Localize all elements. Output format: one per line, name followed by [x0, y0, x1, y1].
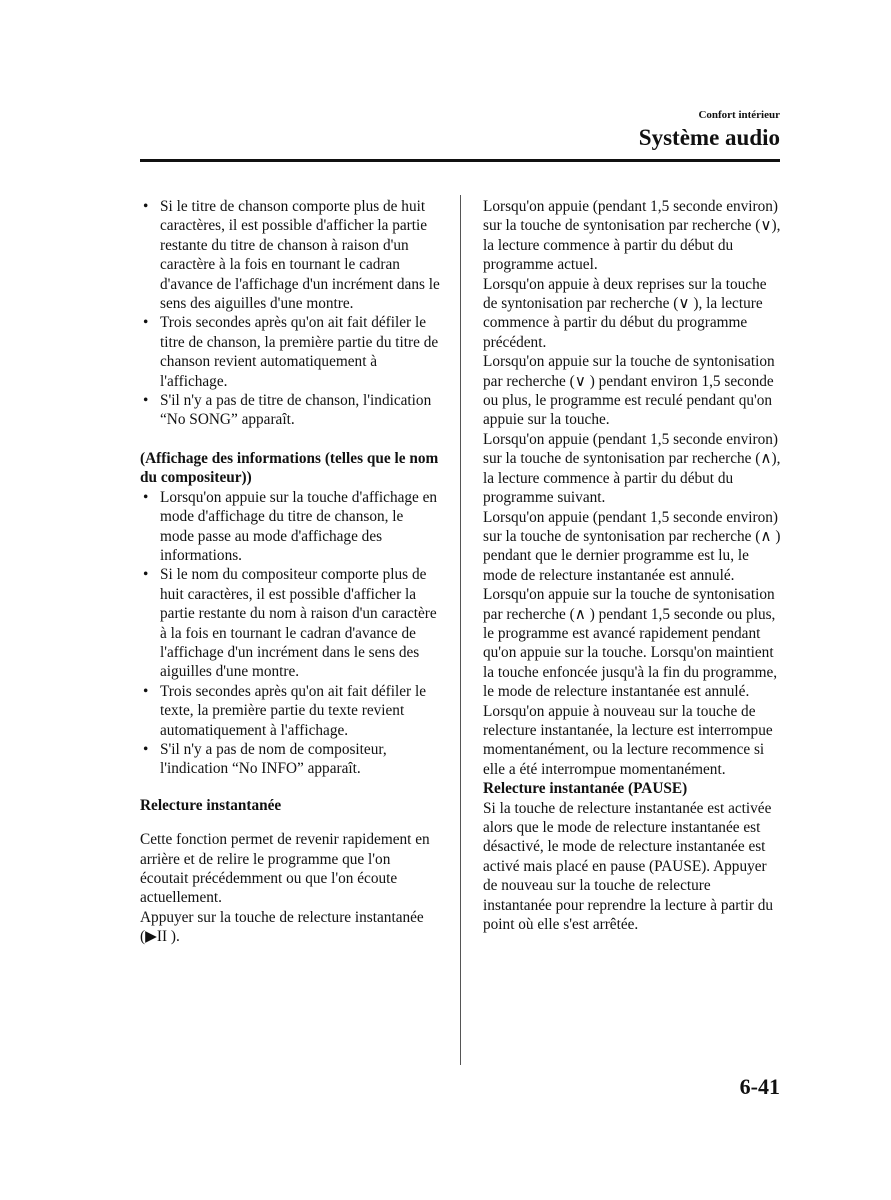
bullet-item: • Trois secondes après qu'on ait fait défiler le texte, la première partie du texte revient automatiquement à l'affichage. — [143, 682, 426, 739]
bullet-icon: • — [143, 198, 149, 215]
bullet-icon: • — [143, 488, 149, 506]
right-column — [483, 197, 783, 934]
bullet-item: • Lorsqu'on appuie sur la touche d'affichage en mode d'affichage du titre de chanson, le mode passe au mode d'affichage des informations. — [143, 488, 438, 564]
bullet-icon: • — [143, 740, 149, 758]
instant-replay-heading: Relecture instantanée — [140, 796, 282, 814]
section-label: Confort intérieur — [698, 109, 780, 121]
paragraph: Lorsqu'on appuie (pendant 1,5 seconde environ) sur la touche de syntonisation par recherche (∧ ) pendant que le dernier programme est lu, le mode de relecture instantanée est annulé. — [483, 508, 781, 584]
bullet-item: • Trois secondes après qu'on ait fait défiler le titre de chanson, la première partie du titre de chanson revient automatiquement à l'affichage. — [143, 314, 439, 390]
bullet-icon: • — [143, 566, 149, 584]
song-title-bullets — [140, 197, 440, 430]
paragraph: Lorsqu'on appuie à deux reprises sur la touche de syntonisation par recherche (∨ ), la lecture commence à partir du début du programme précédent. — [483, 275, 767, 351]
left-column — [140, 197, 440, 947]
header-rule — [140, 159, 780, 162]
info-display-bullets — [140, 488, 440, 779]
instant-replay-intro: Cette fonction permet de revenir rapidement en arrière et de relire le programme que l'on écoutait précédemment ou que l'on écoute actuellement. — [140, 831, 430, 907]
paragraph: Lorsqu'on appuie sur la touche de syntonisation par recherche (∧ ) pendant 1,5 seconde ou plus, le programme est avancé rapidement pendant qu'on appuie sur la touche. Lorsqu'on maintient la touche enfoncée jusqu'à la fin du programme, le mode de relecture instantanée est annulé. — [483, 586, 778, 701]
bullet-icon: • — [143, 392, 149, 410]
page-title: Système audio — [638, 125, 780, 150]
instant-replay-instruction: Appuyer sur la touche de relecture instantanée (▶II ). — [140, 908, 424, 946]
pause-paragraph: Si la touche de relecture instantanée est activée alors que le mode de relecture instantanée est désactivé, le mode de relecture instantanée est activé mais placé en pause (PAUSE). Appuyer de nouveau sur la touche de relecture instantanée pour reprendre la lecture à partir du point où elle s'est arrêtée. — [483, 799, 774, 934]
paragraph: Lorsqu'on appuie sur la touche de syntonisation par recherche (∨ ) pendant environ 1,5 seconde ou plus, le programme est reculé pendant qu'on appuie sur la touche. — [483, 353, 775, 429]
bullet-item: • S'il n'y a pas de titre de chanson, l'indication “No SONG” apparaît. — [143, 392, 432, 429]
paragraph: Lorsqu'on appuie à nouveau sur la touche de relecture instantanée, la lecture est interrompue momentanément, ou la lecture recommence si elle a été interrompue momentanément. — [483, 702, 773, 778]
info-display-heading: (Affichage des informations (telles que le nom du compositeur)) — [140, 449, 439, 487]
page-number: 6-41 — [739, 1074, 780, 1099]
bullet-icon: • — [143, 314, 149, 332]
column-divider — [460, 195, 461, 1065]
bullet-item: • S'il n'y a pas de nom de compositeur, l'indication “No INFO” apparaît. — [143, 740, 387, 778]
bullet-icon: • — [143, 682, 149, 700]
bullet-item: • Si le nom du compositeur comporte plus de huit caractères, il est possible d'afficher la partie restante du nom à raison d'un caractère à la fois en tournant le cadran d'avance de l'affichage d'un incrément dans le sens des aiguilles d'une montre. — [143, 566, 437, 681]
pause-heading: Relecture instantanée (PAUSE) — [483, 780, 688, 798]
page-header — [639, 108, 780, 153]
paragraph: Lorsqu'on appuie (pendant 1,5 seconde environ) sur la touche de syntonisation par recherche (∧), la lecture commence à partir du début du programme suivant. — [483, 430, 781, 507]
bullet-item: • Si le titre de chanson comporte plus de huit caractères, il est possible d'afficher la partie restante du titre de chanson à raison d'un caractère à la fois en tournant le cadran d'avance de l'affichage d'un incrément dans le sens des aiguilles d'une montre. — [143, 198, 440, 313]
paragraph: Lorsqu'on appuie (pendant 1,5 seconde environ) sur la touche de syntonisation par recherche (∨), la lecture commence à partir du début du programme actuel. — [483, 198, 781, 274]
